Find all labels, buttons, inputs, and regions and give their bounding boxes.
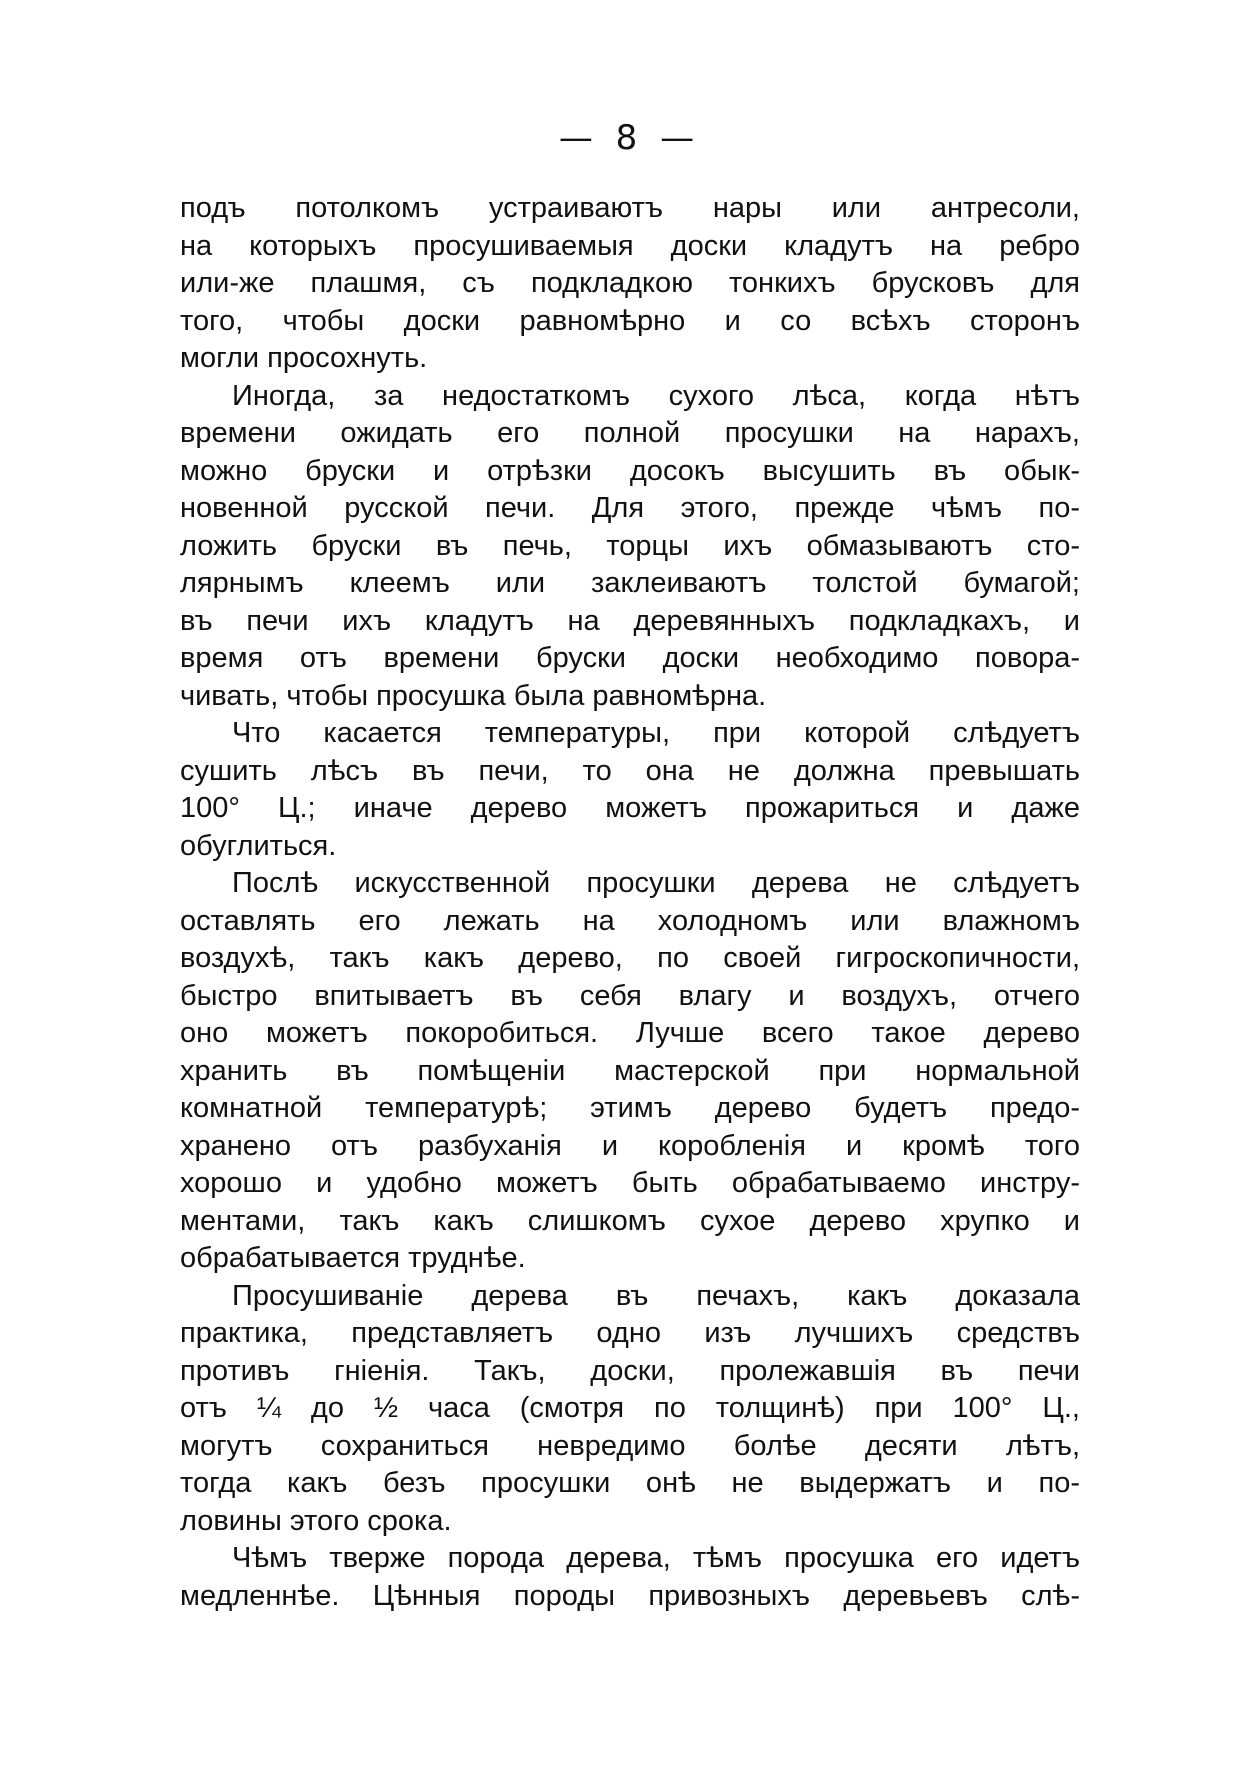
text-line: времени ожидать его полной просушки на нарахъ,: [180, 417, 1080, 449]
text-line: медленнѣе. Цѣнныя породы привозныхъ деревьевъ слѣ-: [180, 1579, 1080, 1612]
text-line: отъ ¼ до ½ часа (смотря по толщинѣ) при 100° Ц.,: [180, 1392, 1080, 1424]
body-text: [180, 190, 1080, 1615]
text-line: въ печи ихъ кладутъ на деревянныхъ подкладкахъ, и: [180, 604, 1080, 637]
text-line: могутъ сохраниться невредимо болѣе десяти лѣтъ,: [180, 1429, 1080, 1462]
text-line: воздухѣ, такъ какъ дерево, по своей гигроскопичности,: [180, 942, 1080, 974]
paragraph: [180, 1540, 1080, 1615]
paragraph: [180, 715, 1080, 865]
text-line: могли просохнуть.: [180, 342, 428, 374]
text-line: чивать, чтобы просушка была равномѣрна.: [180, 679, 767, 712]
text-line: ловины этого срока.: [180, 1504, 452, 1537]
text-line: того, чтобы доски равномѣрно и со всѣхъ сторонъ: [180, 304, 1080, 337]
text-line: практика, представляетъ одно изъ лучшихъ средствъ: [180, 1317, 1080, 1349]
paragraph: [180, 378, 1080, 716]
text-line: можно бруски и отрѣзки досокъ высушить въ обык-: [180, 454, 1080, 487]
text-line: на которыхъ просушиваемыя доски кладутъ на ребро: [180, 229, 1080, 262]
text-line: обуглиться.: [180, 829, 337, 862]
text-line: Иногда, за недостаткомъ сухого лѣса, когда нѣтъ: [232, 379, 1080, 412]
text-line: хранить въ помѣщеніи мастерской при нормальной: [180, 1054, 1080, 1087]
text-line: ложить бруски въ печь, торцы ихъ обмазываютъ сто-: [180, 529, 1080, 562]
text-line: оно можетъ покоробиться. Лучше всего такое дерево: [180, 1017, 1080, 1049]
text-line: хорошо и удобно можетъ быть обрабатываемо инстру-: [180, 1167, 1080, 1199]
text-line: комнатной температурѣ; этимъ дерево будетъ предо-: [180, 1092, 1080, 1124]
text-line: оставлять его лежать на холодномъ или влажномъ: [180, 904, 1080, 937]
text-line: Что касается температуры, при которой слѣдуетъ: [232, 717, 1080, 749]
text-line: новенной русской печи. Для этого, прежде чѣмъ по-: [180, 492, 1080, 524]
paragraph: [180, 865, 1080, 1278]
paragraph: [180, 190, 1080, 378]
page-number: — 8 —: [558, 118, 701, 158]
text-line: ментами, такъ какъ слишкомъ сухое дерево хрупко и: [180, 1204, 1080, 1237]
text-line: время отъ времени бруски доски необходимо повора-: [180, 642, 1080, 674]
text-line: подъ потолкомъ устраиваютъ нары или антресоли,: [180, 192, 1080, 224]
text-line: быстро впитываетъ въ себя влагу и воздухъ, отчего: [180, 979, 1080, 1012]
text-line: обрабатывается труднѣе.: [180, 1242, 526, 1274]
text-line: 100° Ц.; иначе дерево можетъ прожариться и даже: [180, 792, 1080, 824]
text-line: лярнымъ клеемъ или заклеиваютъ толстой бумагой;: [180, 567, 1080, 599]
text-line: противъ гніенія. Такъ, доски, пролежавшія въ печи: [180, 1354, 1080, 1387]
text-line: хранено отъ разбуханія и коробленія и кромѣ того: [180, 1129, 1080, 1162]
text-line: Чѣмъ тверже порода дерева, тѣмъ просушка его идетъ: [232, 1542, 1080, 1574]
text-line: Послѣ искусственной просушки дерева не слѣдуетъ: [232, 867, 1080, 899]
text-line: или-же плашмя, съ подкладкою тонкихъ брусковъ для: [180, 267, 1080, 299]
paragraph: [180, 1278, 1080, 1541]
text-line: Просушиваніе дерева въ печахъ, какъ доказала: [232, 1279, 1080, 1312]
text-line: сушить лѣсъ въ печи, то она не должна превышать: [180, 754, 1080, 787]
text-line: тогда какъ безъ просушки онѣ не выдержатъ и по-: [180, 1467, 1080, 1499]
